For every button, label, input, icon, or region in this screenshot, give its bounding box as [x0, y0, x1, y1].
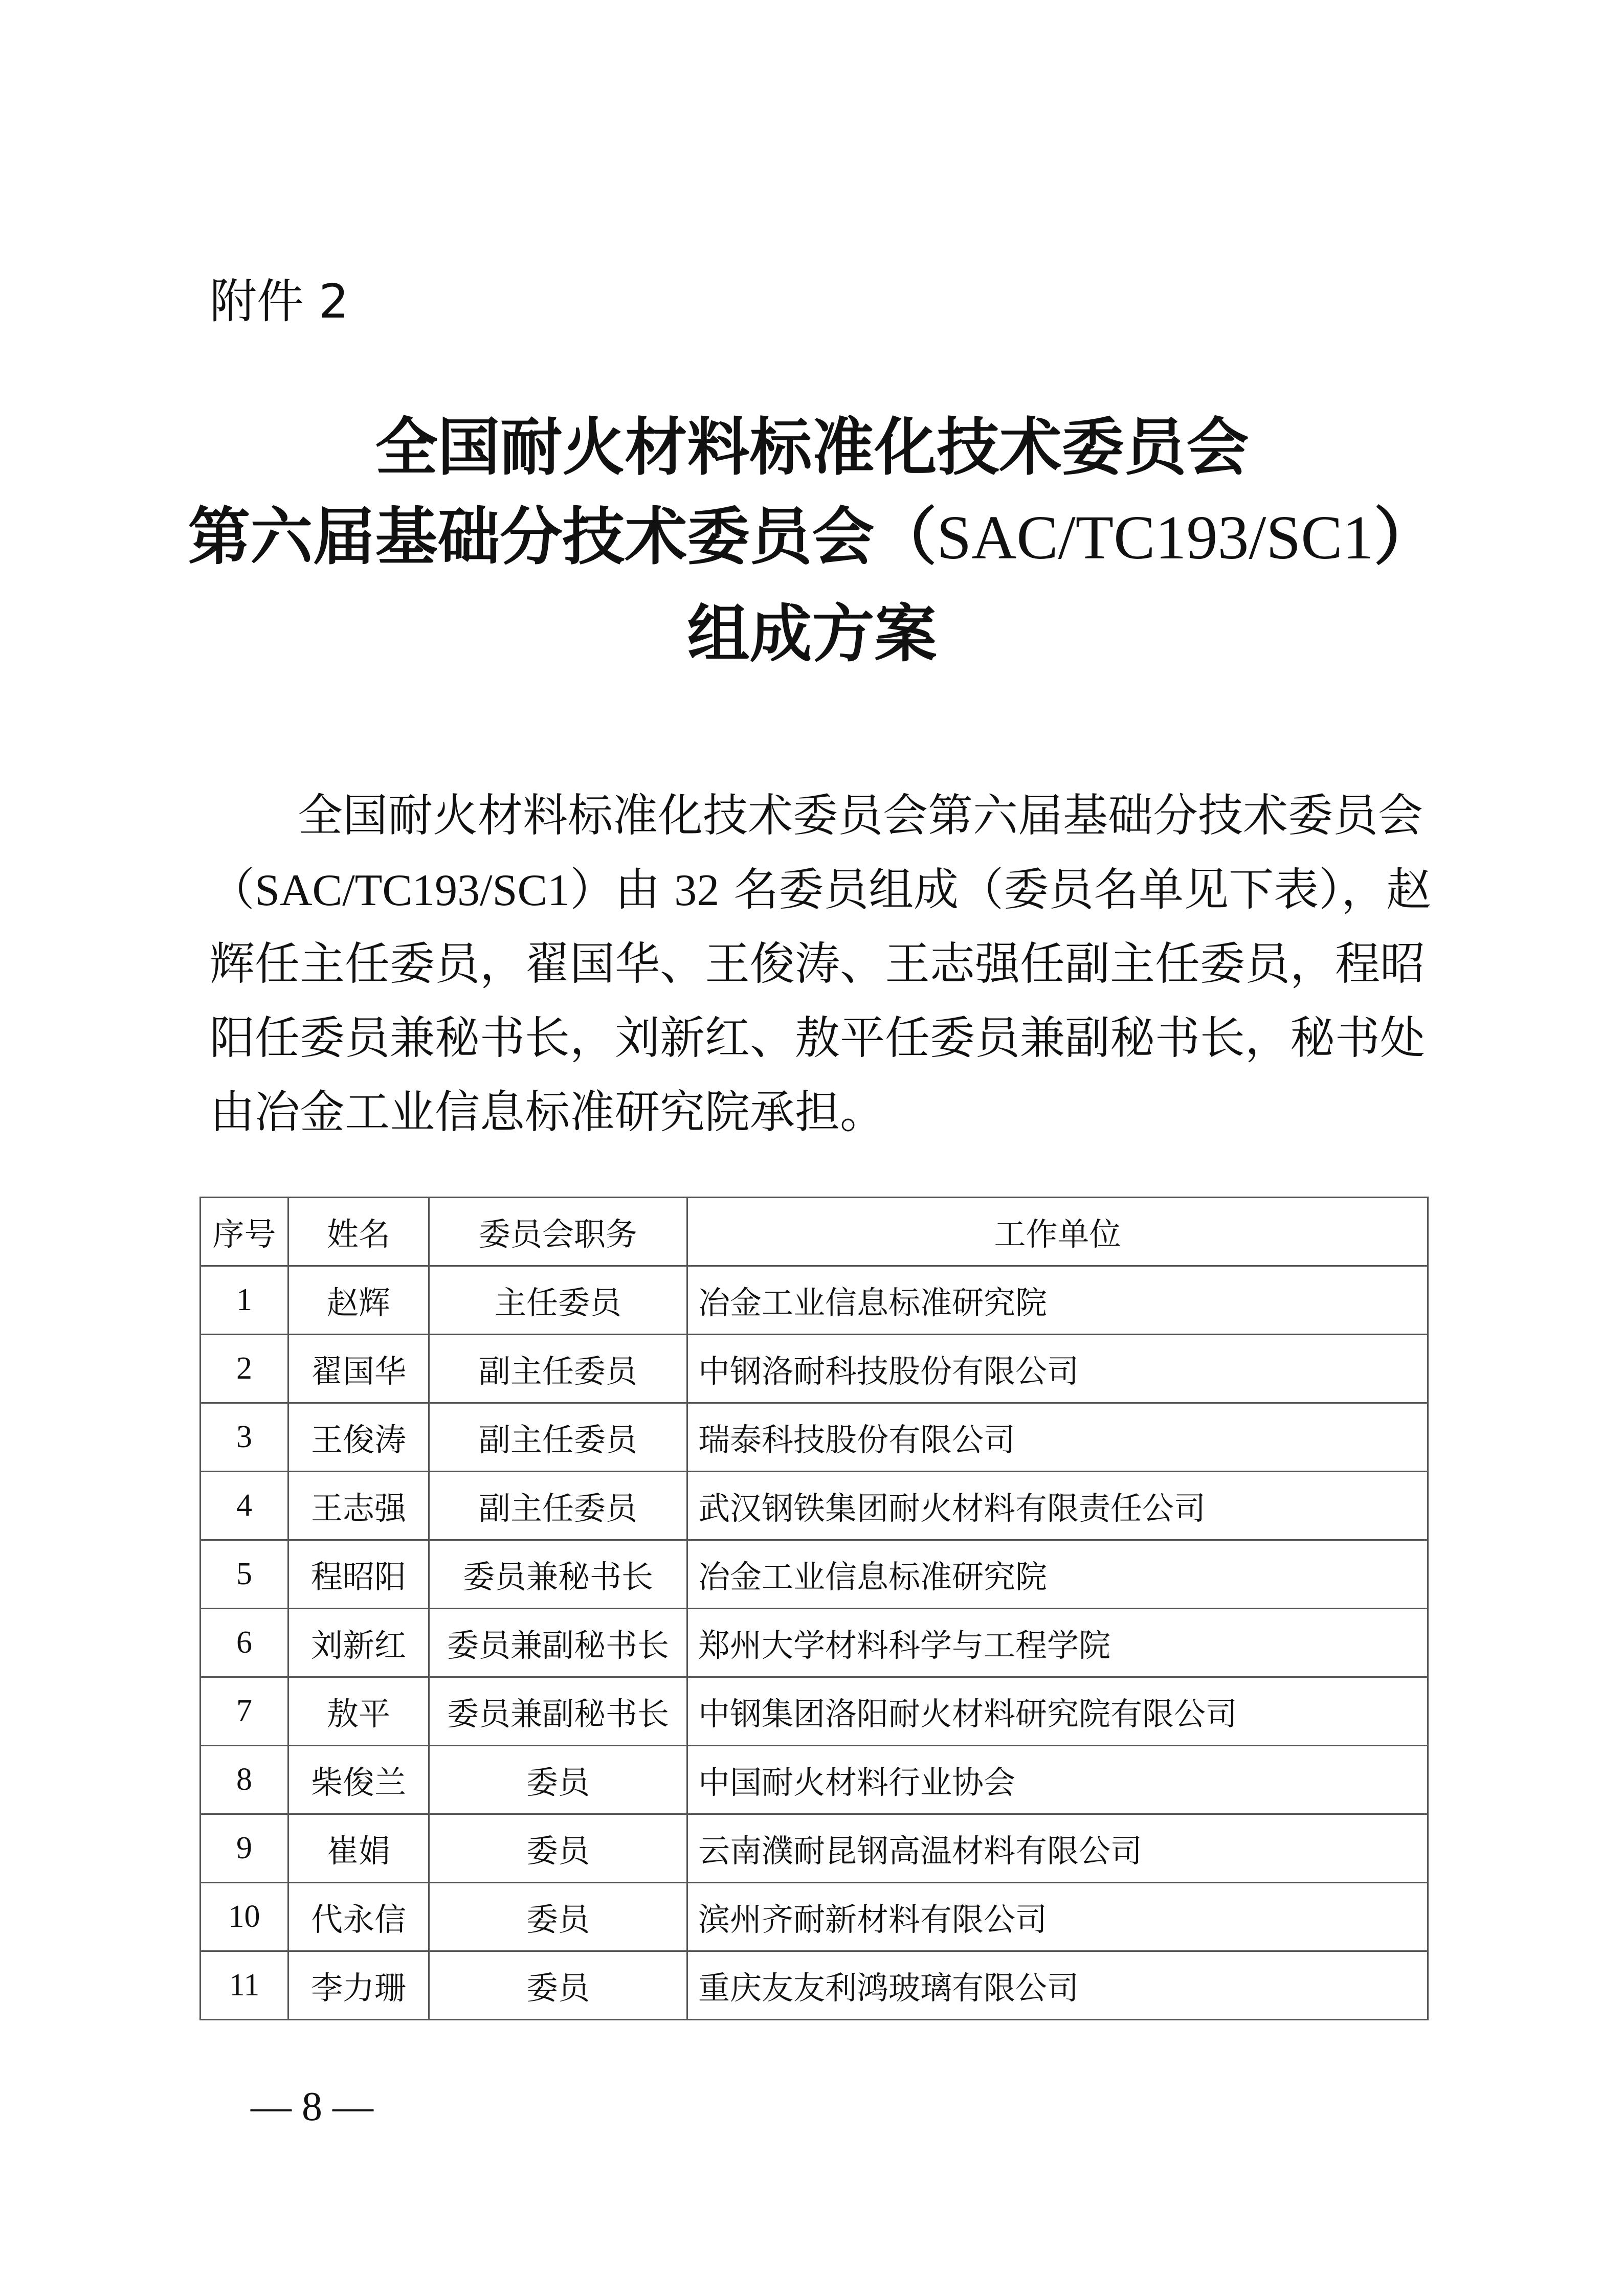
header-role: 委员会职务 [429, 1198, 687, 1266]
cell-no: 4 [201, 1472, 288, 1540]
document-title-line-1: 全国耐火材料标准化技术委员会 [375, 411, 1249, 484]
paragraph-line-2-mid: ）由 [570, 863, 660, 916]
cell-name: 程昭阳 [288, 1540, 429, 1609]
cell-unit: 中国耐火材料行业协会 [687, 1746, 1428, 1814]
title-committee-code: SAC/TC193/SC1 [937, 503, 1374, 572]
cell-role: 委员 [429, 1951, 687, 2020]
header-no: 序号 [201, 1198, 288, 1266]
cell-name: 刘新红 [288, 1609, 429, 1677]
cell-unit: 重庆友友利鸿玻璃有限公司 [687, 1951, 1428, 2020]
header-unit: 工作单位 [687, 1198, 1428, 1266]
cell-unit: 瑞泰科技股份有限公司 [687, 1403, 1428, 1472]
cell-role: 副主任委员 [429, 1403, 687, 1472]
cell-no: 2 [201, 1335, 288, 1403]
document-title-line-2 [0, 499, 1624, 576]
paragraph-line-1: 全国耐火材料标准化技术委员会第六届基础分技术委员会 [298, 789, 1423, 842]
cell-no: 11 [201, 1951, 288, 2020]
table-row [201, 1951, 1428, 2020]
cell-unit: 滨州齐耐新材料有限公司 [687, 1883, 1428, 1951]
table-row [201, 1814, 1428, 1883]
cell-role: 副主任委员 [429, 1472, 687, 1540]
title-line-2-end: ） [1373, 501, 1436, 573]
cell-unit: 云南濮耐昆钢高温材料有限公司 [687, 1814, 1428, 1883]
cell-unit: 冶金工业信息标准研究院 [687, 1540, 1428, 1609]
cell-name: 敖平 [288, 1677, 429, 1746]
member-table [199, 1197, 1429, 2020]
page-number: — 8 — [251, 2084, 373, 2129]
paragraph-line-3: 辉任主任委员，翟国华、王俊涛、王志强任副主任委员，程昭 [210, 937, 1426, 990]
cell-unit: 武汉钢铁集团耐火材料有限责任公司 [687, 1472, 1428, 1540]
cell-role: 委员兼副秘书长 [429, 1609, 687, 1677]
cell-name: 柴俊兰 [288, 1746, 429, 1814]
cell-role: 委员兼秘书长 [429, 1540, 687, 1609]
cell-role: 副主任委员 [429, 1335, 687, 1403]
cell-role: 委员 [429, 1814, 687, 1883]
table-row [201, 1335, 1428, 1403]
cell-no: 10 [201, 1883, 288, 1951]
paragraph-line-2-open: （ [210, 863, 255, 916]
table-row [201, 1403, 1428, 1472]
table-header-row [201, 1198, 1428, 1266]
table-row [201, 1540, 1428, 1609]
cell-role: 主任委员 [429, 1266, 687, 1335]
cell-no: 8 [201, 1746, 288, 1814]
paragraph-line-4: 阳任委员兼秘书长，刘新红、敖平任委员兼副秘书长，秘书处 [210, 1011, 1426, 1064]
cell-no: 9 [201, 1814, 288, 1883]
cell-name: 王俊涛 [288, 1403, 429, 1472]
cell-no: 5 [201, 1540, 288, 1609]
table-row [201, 1609, 1428, 1677]
cell-name: 代永信 [288, 1883, 429, 1951]
cell-no: 7 [201, 1677, 288, 1746]
table-row [201, 1472, 1428, 1540]
cell-no: 1 [201, 1266, 288, 1335]
cell-unit: 郑州大学材料科学与工程学院 [687, 1609, 1428, 1677]
cell-name: 李力珊 [288, 1951, 429, 2020]
cell-name: 赵辉 [288, 1266, 429, 1335]
cell-name: 翟国华 [288, 1335, 429, 1403]
table-row [201, 1677, 1428, 1746]
cell-unit: 冶金工业信息标准研究院 [687, 1266, 1428, 1335]
paragraph-line-5: 由冶金工业信息标准研究院承担。 [210, 1086, 885, 1138]
paragraph-line-2-rest: 名委员组成（委员名单见下表），赵 [733, 863, 1432, 916]
cell-unit: 中钢集团洛阳耐火材料研究院有限公司 [687, 1677, 1428, 1746]
cell-unit: 中钢洛耐科技股份有限公司 [687, 1335, 1428, 1403]
table-row [201, 1746, 1428, 1814]
paragraph-committee-code: SAC/TC193/SC1 [255, 866, 570, 915]
table-row [201, 1266, 1428, 1335]
cell-role: 委员兼副秘书长 [429, 1677, 687, 1746]
attachment-label: 附件 2 [210, 274, 349, 329]
paragraph-member-count: 32 [674, 866, 720, 915]
document-title-line-3: 组成方案 [687, 598, 937, 670]
title-line-2-text: 第六届基础分技术委员会（ [188, 501, 937, 573]
header-name: 姓名 [288, 1198, 429, 1266]
cell-name: 崔娟 [288, 1814, 429, 1883]
cell-name: 王志强 [288, 1472, 429, 1540]
cell-no: 3 [201, 1403, 288, 1472]
cell-role: 委员 [429, 1883, 687, 1951]
table-row [201, 1883, 1428, 1951]
cell-no: 6 [201, 1609, 288, 1677]
cell-role: 委员 [429, 1746, 687, 1814]
